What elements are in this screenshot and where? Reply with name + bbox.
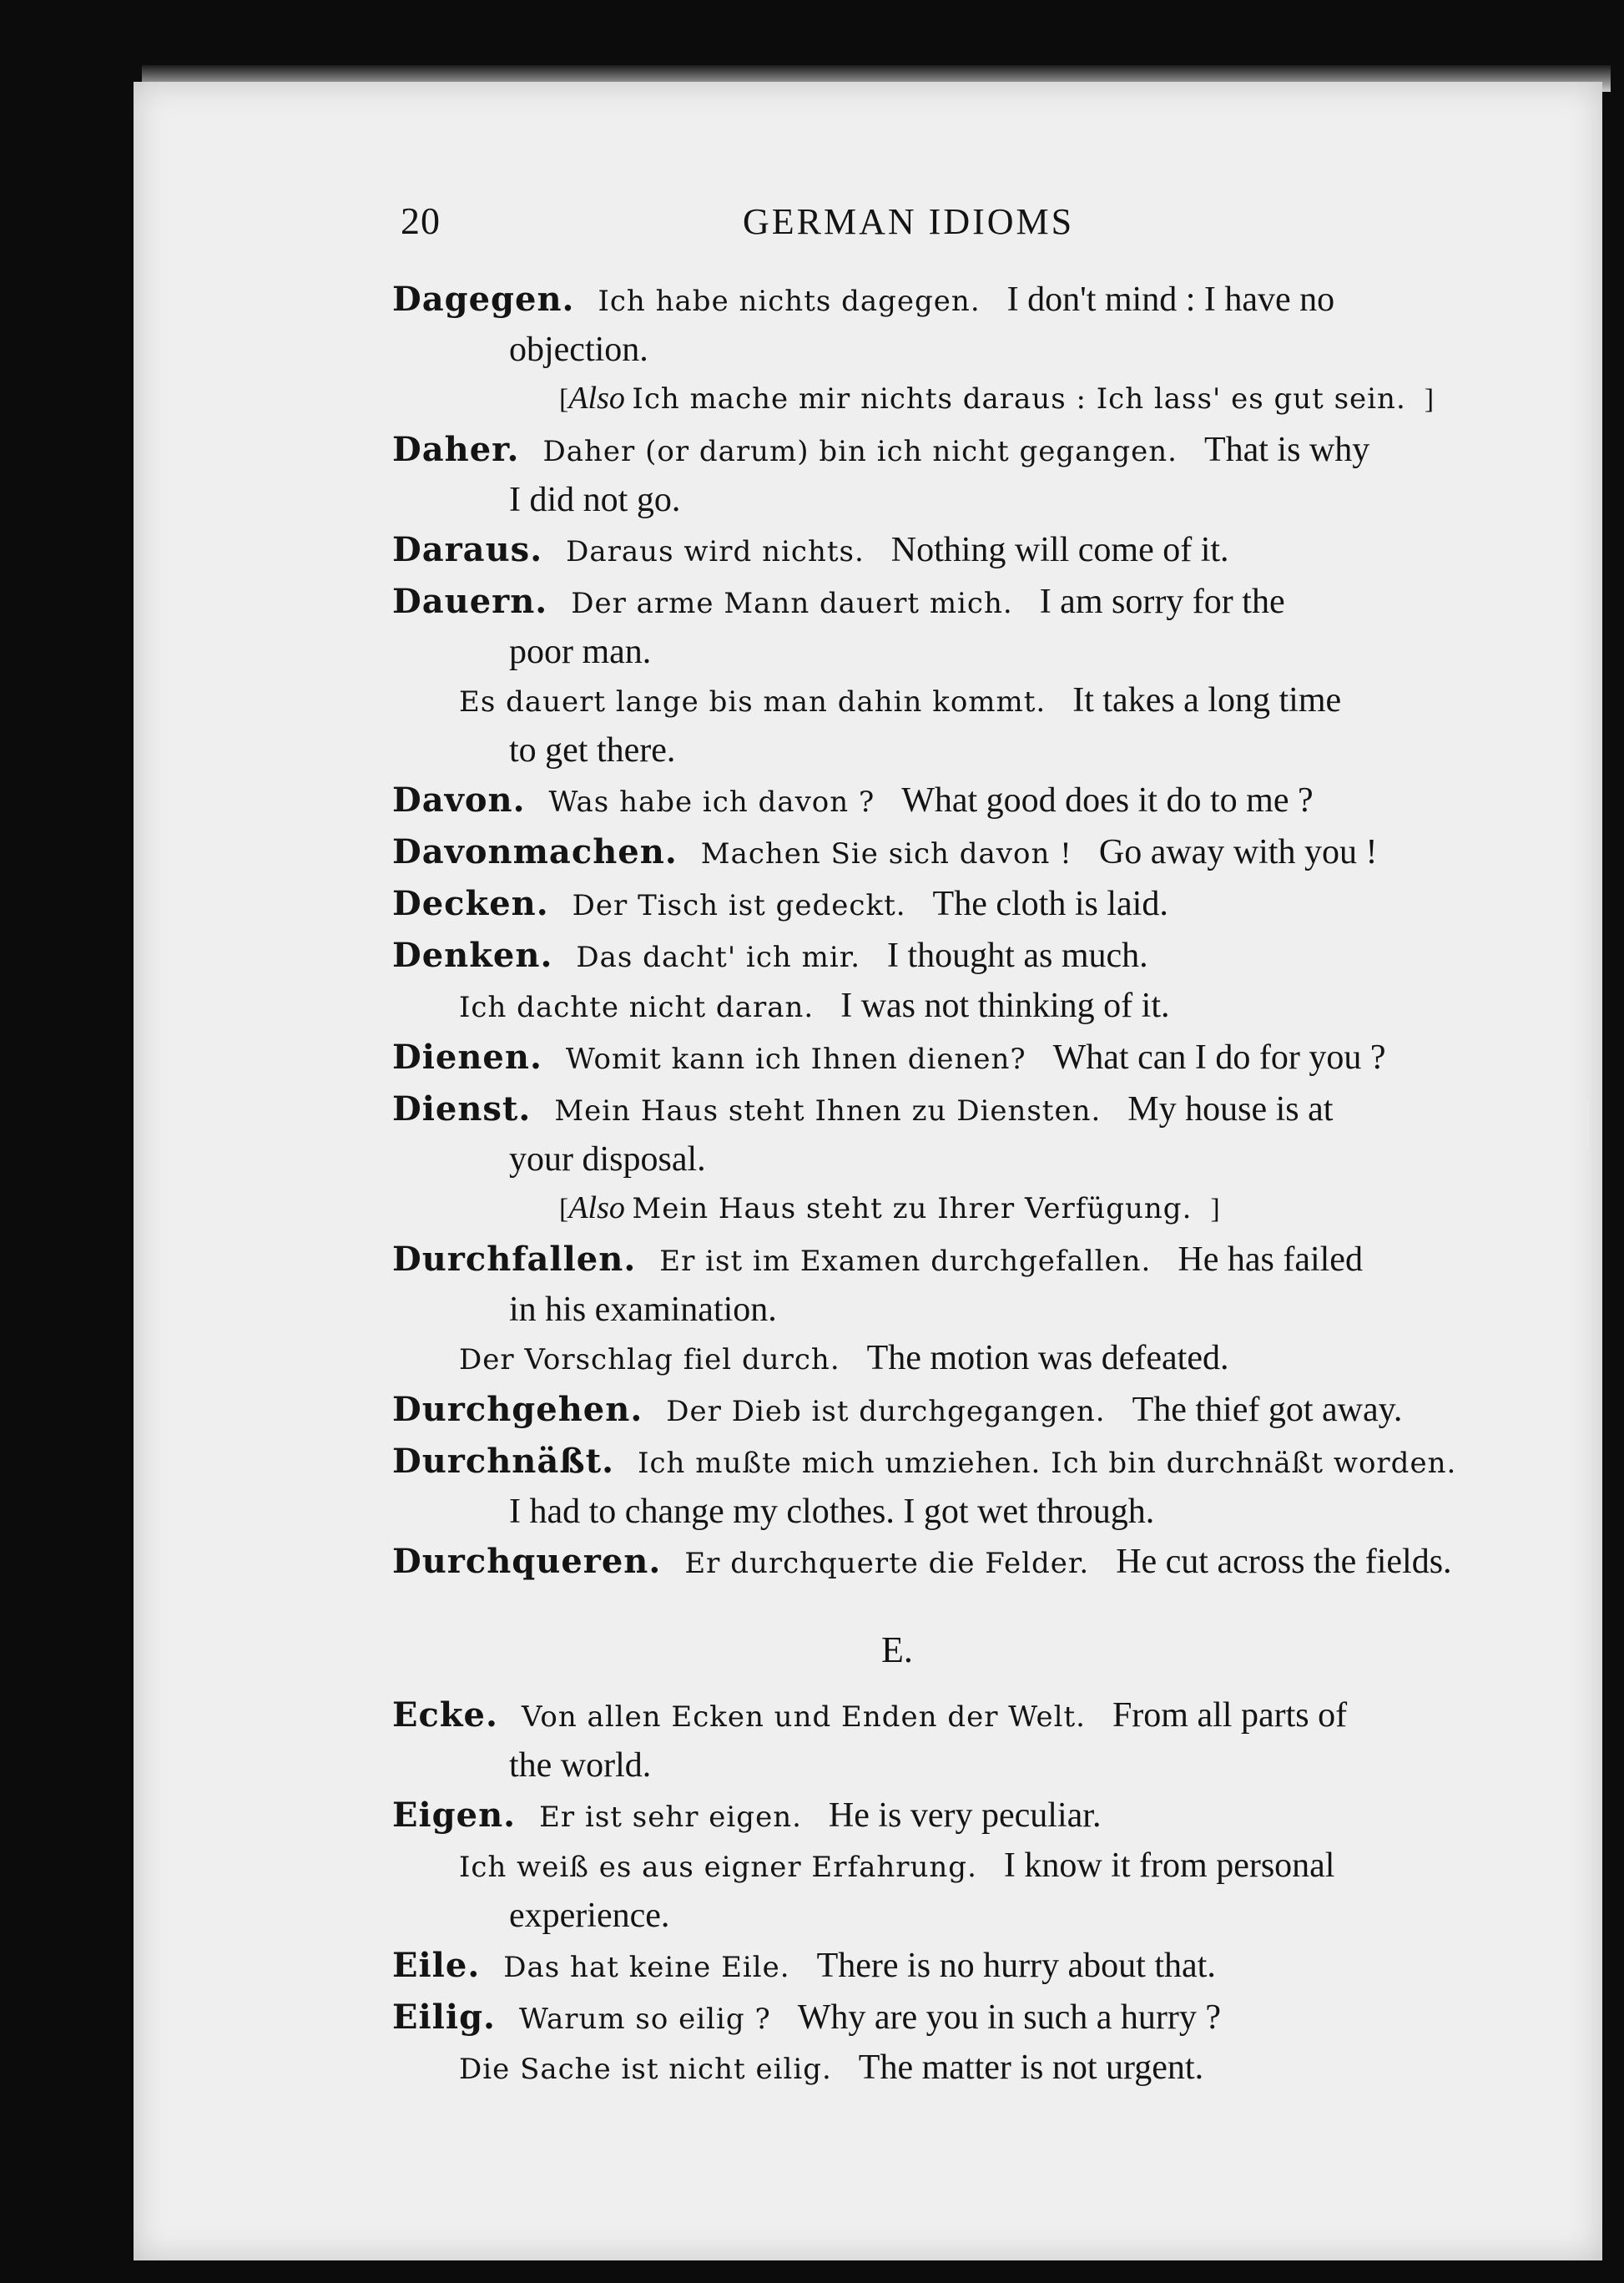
sub-english-translation: I was not thinking of it.: [840, 987, 1170, 1025]
entry-durchgehen: [392, 1386, 1452, 1436]
scan-mark: [1586, 1100, 1589, 1150]
english-translation: That is why: [1203, 431, 1370, 469]
headword: Dagegen.: [392, 280, 575, 319]
entry-durchfallen: [392, 1235, 1452, 1384]
entry-denken: [392, 932, 1452, 1032]
headword: Eigen.: [392, 1796, 517, 1835]
german-phrase: Warum so eilig ?: [518, 2003, 771, 2036]
english-translation: He cut across the fields.: [1116, 1543, 1452, 1581]
english-continuation: I did not go.: [509, 481, 681, 519]
german-phrase: Daraus wird nichts.: [566, 535, 865, 568]
entry-dienen: [392, 1033, 1452, 1083]
english-translation: I thought as much.: [887, 937, 1148, 975]
english-translation: He has failed: [1178, 1240, 1363, 1279]
note-text: Mein Haus steht zu Ihrer Verfügung.: [632, 1192, 1193, 1225]
english-translation: There is no hurry about that.: [816, 1947, 1216, 1985]
german-phrase: Das hat keine Eile.: [503, 1951, 790, 1984]
sub-english-translation: It takes a long time: [1072, 681, 1342, 720]
entry-eile: [392, 1942, 1452, 1992]
german-phrase: Er ist im Examen durchgefallen.: [659, 1245, 1152, 1278]
english-translation: The cloth is laid.: [932, 885, 1168, 923]
german-phrase: Von allen Ecken und Enden der Welt.: [521, 1700, 1086, 1734]
german-phrase: Der arme Mann dauert mich.: [571, 587, 1013, 620]
sub-english-translation: I know it from personal: [1003, 1846, 1335, 1885]
entry-decken: [392, 880, 1452, 930]
entry-durchnasst: [392, 1437, 1457, 1536]
headword: Decken.: [392, 884, 549, 923]
german-phrase: Ich habe nichts dagegen.: [598, 285, 981, 318]
english-continuation: I had to change my clothes. I got wet through.: [509, 1493, 1155, 1531]
english-translation: My house is at: [1127, 1090, 1334, 1129]
entry-dienst: [392, 1085, 1452, 1234]
english-translation: What can I do for you ?: [1052, 1038, 1386, 1077]
headword: Eilig.: [392, 1998, 496, 2037]
headword: Denken.: [392, 936, 553, 975]
headword: Durchgehen.: [392, 1390, 643, 1429]
english-translation: I am sorry for the: [1039, 583, 1285, 621]
english-translation: Go away with you !: [1098, 833, 1378, 871]
headword: Durchqueren.: [392, 1542, 662, 1581]
sub-english-translation: The matter is not urgent.: [858, 2048, 1204, 2087]
english-continuation: your disposal.: [509, 1140, 706, 1179]
entry-durchqueren: [392, 1538, 1452, 1588]
entry-ecke: [392, 1691, 1452, 1790]
german-phrase: Er ist sehr eigen.: [539, 1801, 802, 1834]
english-translation: Why are you in such a hurry ?: [797, 1998, 1222, 2037]
entry-davon: [392, 776, 1452, 826]
dictionary-content: [392, 275, 1457, 2095]
note-prefix: Also: [568, 381, 625, 416]
german-phrase: Der Dieb ist durchgegangen.: [666, 1395, 1106, 1428]
sub-english-continuation: to get there.: [509, 731, 676, 770]
german-phrase: Daher (or darum) bin ich nicht gegangen.: [542, 435, 1178, 468]
german-phrase: Was habe ich davon ?: [548, 785, 875, 819]
section-heading-e: E.: [881, 1629, 913, 1670]
sub-german-phrase: Ich dachte nicht daran.: [459, 991, 815, 1024]
german-phrase: Machen Sie sich davon !: [700, 837, 1072, 871]
entry-dauern: [392, 578, 1452, 775]
headword: Dienst.: [392, 1089, 532, 1129]
english-continuation: in his examination.: [509, 1291, 777, 1329]
english-continuation: poor man.: [509, 633, 652, 671]
entry-eigen: [392, 1791, 1452, 1940]
entry-daraus: [392, 526, 1452, 576]
note-prefix: Also: [568, 1190, 625, 1225]
headword: Durchfallen.: [392, 1240, 637, 1279]
german-phrase: Er durchquerte die Felder.: [684, 1547, 1090, 1580]
sub-german-phrase: Es dauert lange bis man dahin kommt.: [459, 685, 1047, 719]
headword: Davonmachen.: [392, 832, 678, 871]
headword: Daher.: [392, 430, 520, 469]
headword: Ecke.: [392, 1695, 498, 1735]
english-continuation: the world.: [509, 1746, 652, 1785]
sub-english-continuation: experience.: [509, 1897, 670, 1935]
headword: Eile.: [392, 1946, 481, 1985]
page-number: 20: [401, 200, 441, 242]
running-title: GERMAN IDIOMS: [743, 201, 1075, 242]
sub-english-translation: The motion was defeated.: [866, 1339, 1229, 1377]
german-phrase: Mein Haus steht Ihnen zu Diensten.: [554, 1094, 1102, 1128]
headword: Dienen.: [392, 1038, 542, 1077]
english-translation: The thief got away.: [1132, 1391, 1403, 1429]
english-translation: He is very peculiar.: [828, 1796, 1102, 1835]
sub-german-phrase: Der Vorschlag fiel durch.: [459, 1343, 840, 1376]
german-phrase: Der Tisch ist gedeckt.: [572, 889, 906, 922]
headword: Durchnäßt.: [392, 1442, 615, 1481]
headword: Dauern.: [392, 582, 548, 621]
entry-dagegen: [392, 275, 1452, 424]
entry-eilig: [392, 1993, 1452, 2094]
english-translation: What good does it do to me ?: [901, 781, 1314, 820]
english-continuation: objection.: [509, 331, 648, 369]
headword: Davon.: [392, 780, 526, 820]
german-phrase: Das dacht' ich mir.: [576, 941, 861, 974]
bracket-note: [Also Mein Haus steht zu Ihrer Verfügung. ]: [559, 1190, 1220, 1225]
bracket-note: [Also Ich mache mir nichts daraus : Ich lass' es gut sein. ]: [559, 381, 1435, 416]
sub-german-phrase: Die Sache ist nicht eilig.: [459, 2053, 832, 2086]
headword: Daraus.: [392, 530, 543, 569]
entry-daher: [392, 426, 1452, 524]
english-translation: I don't mind : I have no: [1006, 280, 1335, 319]
english-translation: Nothing will come of it.: [890, 531, 1229, 569]
sub-german-phrase: Ich weiß es aus eigner Erfahrung.: [459, 1851, 977, 1884]
note-text: Ich mache mir nichts daraus : Ich lass' es gut sein.: [632, 382, 1406, 416]
german-phrase: Womit kann ich Ihnen dienen?: [565, 1043, 1026, 1076]
english-translation: From all parts of: [1112, 1696, 1348, 1735]
german-phrase: Ich mußte mich umziehen. Ich bin durchnäßt worden.: [638, 1447, 1457, 1480]
entry-davonmachen: [392, 828, 1452, 878]
